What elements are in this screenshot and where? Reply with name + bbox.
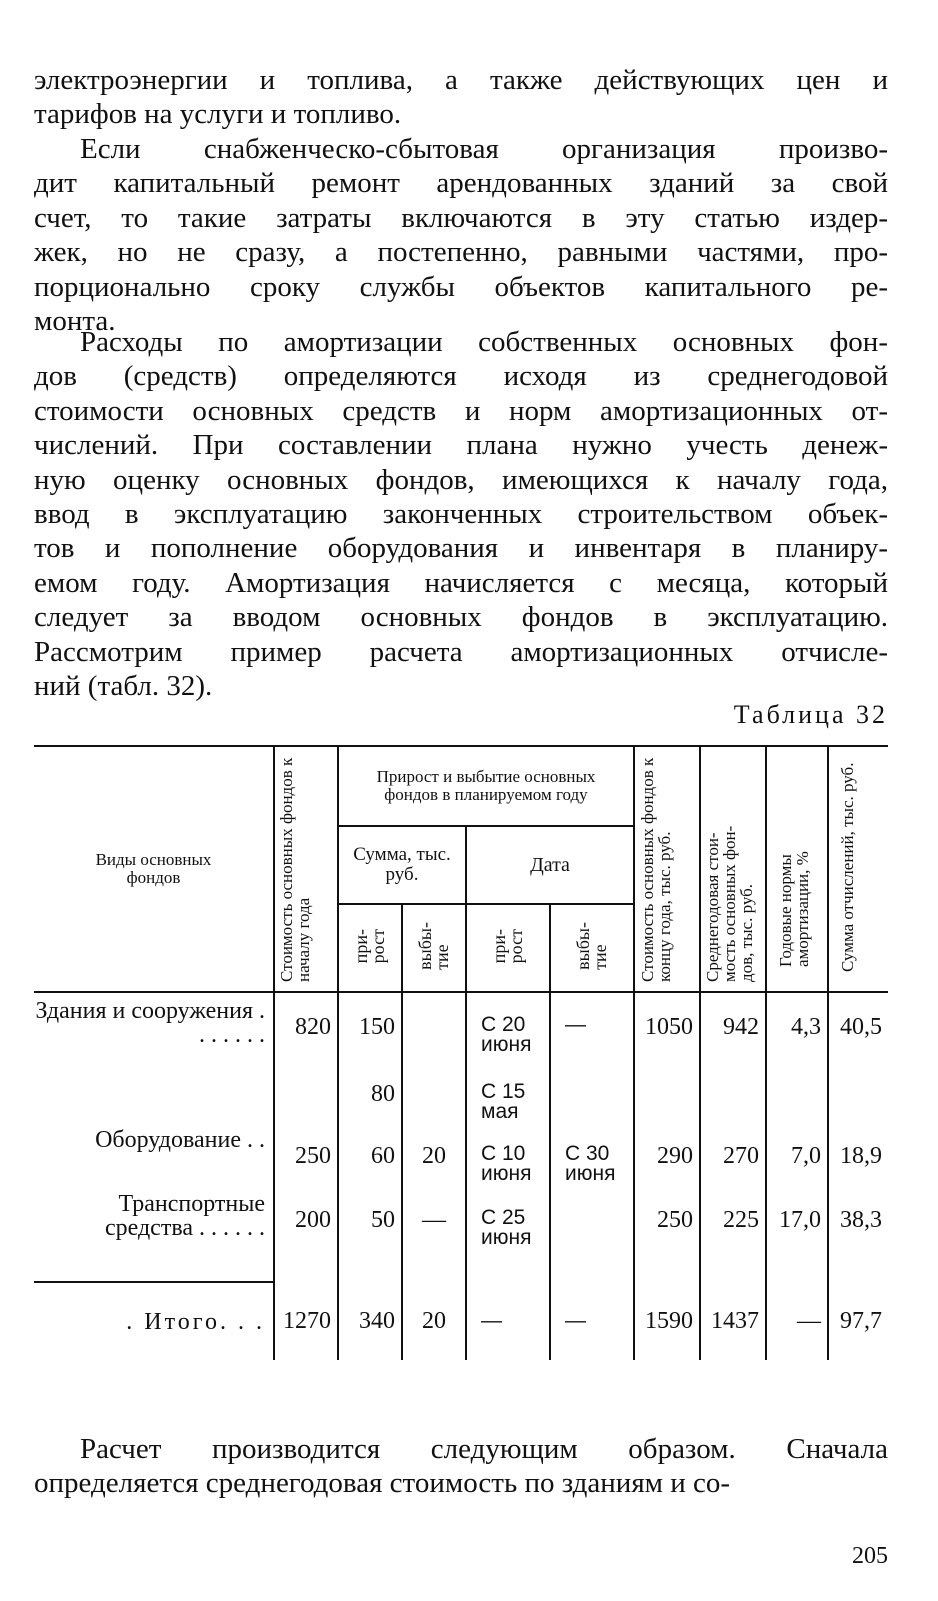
cell-date-growth: С 25 июня: [466, 1186, 550, 1282]
cell-rate: —: [766, 1282, 828, 1360]
table-row: [34, 992, 888, 1060]
cell-date-growth: С 20 июня: [466, 992, 550, 1060]
text-line: Рассмотрим пример расчета амортизационных отчисле-: [34, 635, 888, 668]
text-line: дит капитальный ремонт арендованных зданий за свой: [34, 167, 888, 200]
cell-avg: [700, 1060, 766, 1122]
cell-rate: [766, 1060, 828, 1122]
cell-growth: 80: [338, 1060, 402, 1122]
cell-kind: Оборудование . .: [34, 1122, 274, 1186]
paragraph-3: [34, 325, 888, 703]
cell-date-retire: —: [550, 992, 634, 1060]
header-date-retire-text: выбы- тие: [573, 922, 610, 970]
header-date-group-text: Дата: [530, 853, 570, 876]
cell-growth: 50: [338, 1186, 402, 1282]
text-line: Расходы по амортизации собственных основных фон-: [80, 326, 888, 358]
text-line: ний (табл. 32).: [34, 670, 213, 703]
text-line: счет, то такие затраты включаются в эту статью издер-: [34, 201, 888, 234]
cell-sum: 38,3: [828, 1186, 888, 1282]
cell-end: [634, 1060, 700, 1122]
table-row: [34, 1122, 888, 1186]
cell-start: 1270: [274, 1282, 338, 1360]
paragraph-4: [34, 1432, 888, 1501]
cell-retire: [402, 992, 466, 1060]
cell-kind: . Итого. . .: [34, 1282, 274, 1360]
header-total-text: Сумма отчислений, тыс. руб.: [837, 762, 857, 972]
text-line: электроэнергии и топлива, а также действующих цен и: [34, 64, 888, 96]
header-start-cost: [274, 746, 338, 992]
header-sum-growth: [338, 904, 402, 992]
cell-end: 1050: [634, 992, 700, 1060]
cell-start: 820: [274, 992, 338, 1060]
header-date-growth-text: при- рост: [489, 928, 526, 964]
header-growth-group-text: Прирост и выбытие основных фондов в планируемом году: [376, 767, 596, 804]
header-date-group: [466, 826, 634, 904]
text-line: стоимости основных средств и норм амортизационных от-: [34, 394, 888, 427]
cell-sum: 97,7: [828, 1282, 888, 1360]
header-sum-retire: [402, 904, 466, 992]
cell-end: 250: [634, 1186, 700, 1282]
header-end-cost: [634, 746, 700, 992]
table-total-row: [34, 1282, 888, 1360]
cell-rate: 4,3: [766, 992, 828, 1060]
cell-end: 290: [634, 1122, 700, 1186]
page-number: 205: [852, 1543, 888, 1569]
header-date-growth: [466, 904, 550, 992]
cell-avg: 270: [700, 1122, 766, 1186]
header-start-cost-text: Стоимость основных фондов к началу года: [277, 757, 313, 982]
header-sum-growth-text: при- рост: [351, 928, 388, 964]
table-row: [34, 1186, 888, 1282]
table-row: [34, 1060, 888, 1122]
cell-avg: 225: [700, 1186, 766, 1282]
header-total: [828, 746, 888, 992]
cell-retire: [402, 1060, 466, 1122]
text-line: емом году. Амортизация начисляется с месяца, который: [34, 566, 888, 599]
paragraph-2: [34, 132, 888, 338]
cell-growth: 60: [338, 1122, 402, 1186]
cell-retire: —: [402, 1186, 466, 1282]
text-line: ную оценку основных фондов, имеющихся к началу года,: [34, 463, 888, 496]
text-line: тов и пополнение оборудования и инвентаря в планиру-: [34, 532, 888, 565]
header-date-retire: [550, 904, 634, 992]
cell-growth: 340: [338, 1282, 402, 1360]
cell-growth: 150: [338, 992, 402, 1060]
text-line: жек, но не сразу, а постепенно, равными частями, про-: [34, 236, 888, 269]
header-kind-text: Виды основных фондов: [95, 850, 212, 887]
cell-date-retire: С 30 июня: [550, 1122, 634, 1186]
cell-start: 200: [274, 1186, 338, 1282]
text-line: тарифов на услуги и топливо.: [34, 98, 402, 131]
header-sum-group-text: Сумма, тыс. руб.: [353, 844, 451, 885]
table-caption: Таблица 32: [733, 700, 888, 729]
table-body: [34, 992, 888, 1360]
text-line: монта.: [34, 305, 116, 338]
header-rate: [766, 746, 828, 992]
cell-date-growth: —: [466, 1282, 550, 1360]
text-line: Расчет производится следующим образом. Сначала: [80, 1433, 888, 1465]
header-sum-retire-text: выбы- тие: [415, 922, 452, 970]
cell-avg: 1437: [700, 1282, 766, 1360]
text-line: порционально сроку службы объектов капитального ре-: [34, 270, 888, 303]
cell-kind: Транспортные средства . . . . . .: [34, 1186, 274, 1282]
cell-rate: 7,0: [766, 1122, 828, 1186]
text-line: определяется среднегодовая стоимость по зданиям и со-: [34, 1467, 731, 1500]
cell-kind: [34, 1060, 274, 1122]
cell-retire: 20: [402, 1122, 466, 1186]
cell-retire: 20: [402, 1282, 466, 1360]
header-sum-group: [338, 826, 466, 904]
cell-sum: 40,5: [828, 992, 888, 1060]
cell-rate: 17,0: [766, 1186, 828, 1282]
cell-start: 250: [274, 1122, 338, 1186]
header-growth-group: [338, 746, 634, 826]
cell-end: 1590: [634, 1282, 700, 1360]
cell-date-retire: [550, 1060, 634, 1122]
cell-date-retire: —: [550, 1282, 634, 1360]
paragraph-1: [34, 63, 888, 132]
header-kind: [34, 746, 274, 992]
text-line: дов (средств) определяются исходя из среднегодовой: [34, 360, 888, 393]
cell-date-retire: [550, 1186, 634, 1282]
text-line: ввод в эксплуатацию законченных строительством объек-: [34, 498, 888, 531]
cell-date-growth: С 10 июня: [466, 1122, 550, 1186]
header-rate-text: Годовые нормы амортизации, %: [776, 851, 812, 967]
cell-sum: [828, 1060, 888, 1122]
cell-sum: 18,9: [828, 1122, 888, 1186]
text-line: Если снабженческо-сбытовая организация произво-: [80, 133, 888, 165]
text-line: следует за вводом основных фондов в эксплуатацию.: [34, 601, 888, 634]
header-end-cost-text: Стоимость основных фондов к концу года, тыс. руб.: [638, 757, 674, 982]
cell-date-growth: С 15 мая: [466, 1060, 550, 1122]
cell-kind: Здания и сооружения . . . . . . .: [34, 992, 274, 1060]
text-line: числений. При составлении плана нужно учесть денеж-: [34, 429, 888, 462]
amortization-table: [34, 745, 888, 1360]
header-avg-cost: [700, 746, 766, 992]
header-avg-cost-text: Среднегодовая стои- мость основных фон- дов, тыс. руб.: [703, 825, 756, 982]
cell-avg: 942: [700, 992, 766, 1060]
cell-start: [274, 1060, 338, 1122]
